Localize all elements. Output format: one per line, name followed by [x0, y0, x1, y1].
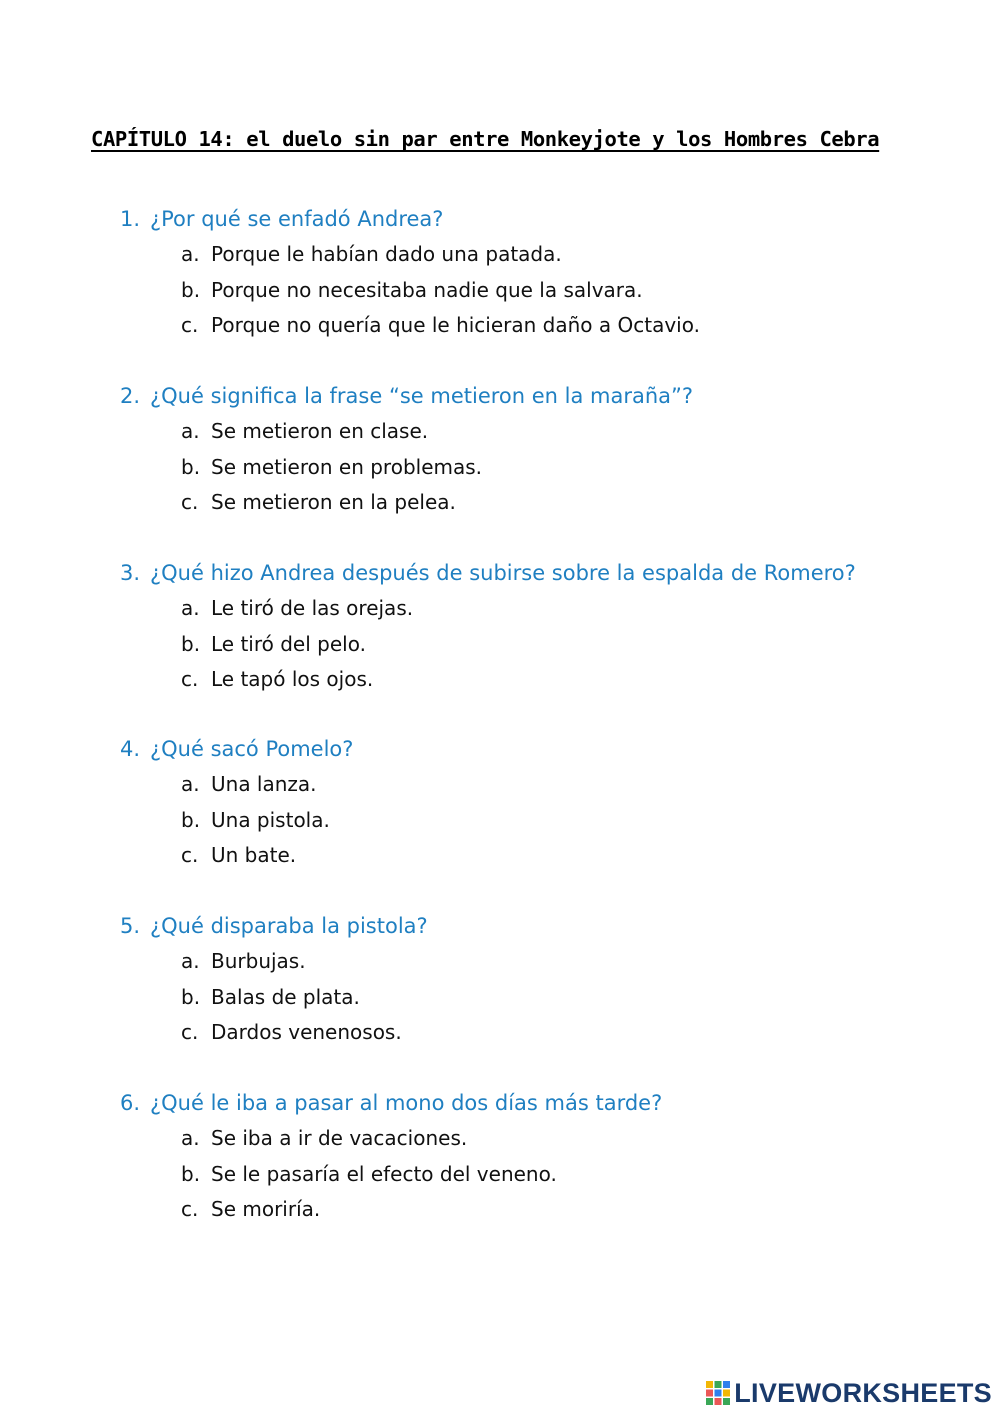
- answer-option-a[interactable]: [181, 767, 940, 802]
- question-label: ¿Qué disparaba la pistola?: [150, 914, 428, 938]
- answer-letter: c.: [181, 667, 199, 692]
- answer-option-b[interactable]: [181, 450, 940, 485]
- answer-text: Se le pasaría el efecto del veneno.: [211, 1161, 557, 1186]
- question-label: ¿Por qué se enfadó Andrea?: [150, 207, 444, 231]
- question-5: [120, 909, 940, 1051]
- answer-letter: c.: [181, 1020, 199, 1045]
- page-title: CAPÍTULO 14: el duelo sin par entre Monkeyjote y los Hombres Cebra: [91, 127, 880, 151]
- question-text: [120, 732, 940, 767]
- answer-option-a[interactable]: [181, 237, 940, 272]
- brand-name: LIVEWORKSHEETS: [734, 1377, 992, 1408]
- answer-text: Una pistola.: [211, 807, 330, 832]
- answer-letter: a.: [181, 596, 200, 621]
- question-1: [120, 202, 940, 344]
- answer-letter: c.: [181, 490, 199, 515]
- liveworksheets-brand[interactable]: [705, 1376, 992, 1410]
- answer-letter: a.: [181, 772, 200, 797]
- question-6: [120, 1086, 940, 1228]
- question-number: 3.: [120, 561, 141, 585]
- answer-text: Balas de plata.: [211, 984, 360, 1009]
- answer-letter: b.: [181, 1161, 201, 1186]
- answer-letter: a.: [181, 949, 200, 974]
- question-label: ¿Qué hizo Andrea después de subirse sobre la espalda de Romero?: [150, 561, 856, 585]
- answer-text: Le tiró del pelo.: [211, 631, 366, 656]
- answer-letter: c.: [181, 1197, 199, 1222]
- answer-text: Le tapó los ojos.: [211, 667, 374, 692]
- answer-text: Porque le habían dado una patada.: [211, 242, 562, 267]
- question-number: 6.: [120, 1091, 141, 1115]
- answer-text: Porque no necesitaba nadie que la salvara.: [211, 277, 643, 302]
- liveworksheets-logo-icon: [705, 1380, 731, 1406]
- answer-text: Se metieron en clase.: [211, 419, 429, 444]
- question-label: ¿Qué sacó Pomelo?: [150, 737, 354, 761]
- question-number: 4.: [120, 737, 141, 761]
- question-number: 2.: [120, 384, 141, 408]
- answer-text: Burbujas.: [211, 949, 306, 974]
- answer-option-c[interactable]: [181, 485, 940, 520]
- answer-text: Porque no quería que le hicieran daño a Octavio.: [211, 313, 700, 338]
- answer-text: Le tiró de las orejas.: [211, 596, 414, 621]
- answer-letter: b.: [181, 984, 201, 1009]
- answer-text: Se moriría.: [211, 1197, 321, 1222]
- question-4: [120, 732, 940, 874]
- question-text: [120, 1086, 940, 1121]
- answer-text: Se iba a ir de vacaciones.: [211, 1126, 468, 1151]
- question-number: 5.: [120, 914, 141, 938]
- answer-letter: a.: [181, 1126, 200, 1151]
- answer-letter: a.: [181, 419, 200, 444]
- answer-option-b[interactable]: [181, 803, 940, 838]
- answer-letter: b.: [181, 454, 201, 479]
- answer-option-c[interactable]: [181, 1192, 940, 1227]
- question-label: ¿Qué significa la frase “se metieron en la maraña”?: [150, 384, 694, 408]
- answer-option-b[interactable]: [181, 627, 940, 662]
- answer-text: Se metieron en problemas.: [211, 454, 483, 479]
- answer-option-a[interactable]: [181, 944, 940, 979]
- answer-letter: c.: [181, 313, 199, 338]
- answer-option-b[interactable]: [181, 273, 940, 308]
- answer-letter: b.: [181, 631, 201, 656]
- answer-letter: c.: [181, 843, 199, 868]
- answer-text: Dardos venenosos.: [211, 1020, 402, 1045]
- answer-option-b[interactable]: [181, 1157, 940, 1192]
- answer-option-a[interactable]: [181, 591, 940, 626]
- question-text: [120, 909, 940, 944]
- answer-text: Una lanza.: [211, 772, 317, 797]
- question-text: [120, 379, 940, 414]
- answer-text: Se metieron en la pelea.: [211, 490, 456, 515]
- answer-letter: b.: [181, 277, 201, 302]
- question-text: [120, 202, 940, 237]
- answer-option-c[interactable]: [181, 838, 940, 873]
- question-number: 1.: [120, 207, 141, 231]
- question-2: [120, 379, 940, 521]
- question-3: [120, 556, 940, 698]
- answer-letter: b.: [181, 807, 201, 832]
- answer-option-c[interactable]: [181, 662, 940, 697]
- answer-option-c[interactable]: [181, 1015, 940, 1050]
- answer-option-a[interactable]: [181, 414, 940, 449]
- answer-letter: a.: [181, 242, 200, 267]
- question-text: [120, 556, 940, 591]
- answer-option-b[interactable]: [181, 980, 940, 1015]
- question-label: ¿Qué le iba a pasar al mono dos días más tarde?: [150, 1091, 663, 1115]
- answer-option-a[interactable]: [181, 1121, 940, 1156]
- answer-text: Un bate.: [211, 843, 297, 868]
- answer-option-c[interactable]: [181, 308, 940, 343]
